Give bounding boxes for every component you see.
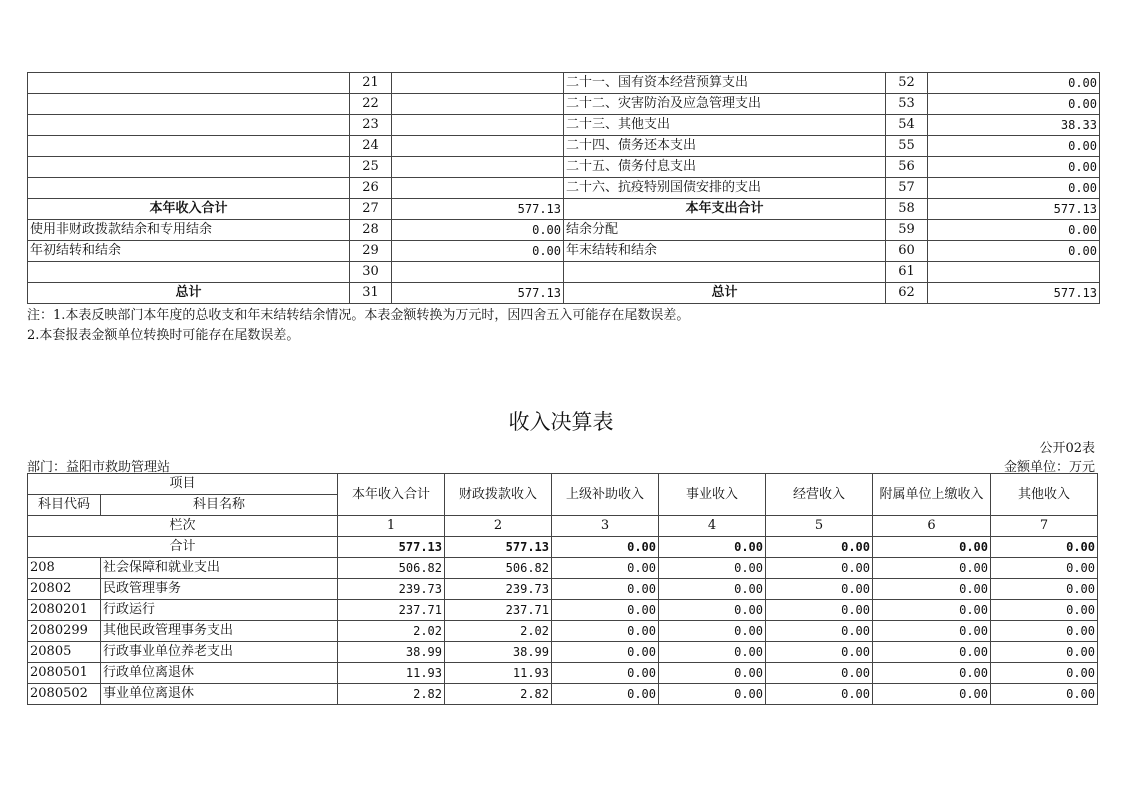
amount-cell: 0.00 [659,600,766,621]
income-line-number: 21 [350,73,392,94]
header-code: 科目代码 [28,495,101,516]
header-col-total: 本年收入合计 [338,474,445,516]
expenditure-line-number: 55 [886,136,928,157]
amount-cell: 0.00 [552,663,659,684]
header-col-fiscal: 财政拨款收入 [445,474,552,516]
amount-cell: 0.00 [873,684,991,705]
amount-cell: 0.00 [873,600,991,621]
income-item-label [28,115,350,136]
income-amount: 0.00 [392,220,564,241]
income-item-label: 使用非财政拨款结余和专用结余 [28,220,350,241]
amount-cell: 0.00 [552,600,659,621]
summary-row [28,262,1100,283]
total-value: 0.00 [659,537,766,558]
expenditure-item-label: 二十一、国有资本经营预算支出 [564,73,886,94]
table-row [28,663,1098,684]
amount-cell: 0.00 [659,684,766,705]
col-number: 1 [338,516,445,537]
table-row [28,684,1098,705]
amount-cell: 237.71 [338,600,445,621]
income-line-number: 27 [350,199,392,220]
amount-cell: 2.02 [445,621,552,642]
income-amount [392,136,564,157]
amount-cell: 2.82 [445,684,552,705]
total-value: 577.13 [445,537,552,558]
income-item-label [28,136,350,157]
summary-table-body [28,73,1100,304]
summary-row [28,220,1100,241]
header-col-operating: 经营收入 [766,474,873,516]
amount-cell: 2.82 [338,684,445,705]
income-item-label: 本年收入合计 [28,199,350,220]
amount-cell: 0.00 [873,579,991,600]
income-amount [392,157,564,178]
total-value: 0.00 [873,537,991,558]
amount-cell: 506.82 [445,558,552,579]
summary-row [28,283,1100,304]
expenditure-amount: 577.13 [928,283,1100,304]
header-col-business: 事业收入 [659,474,766,516]
amount-cell: 0.00 [991,684,1098,705]
expenditure-item-label: 二十二、灾害防治及应急管理支出 [564,94,886,115]
income-amount [392,262,564,283]
amount-cell: 0.00 [659,579,766,600]
amount-cell: 0.00 [766,600,873,621]
col-number: 2 [445,516,552,537]
total-value: 0.00 [552,537,659,558]
subject-name: 事业单位离退休 [101,684,338,705]
col-number: 6 [873,516,991,537]
amount-cell: 0.00 [766,579,873,600]
subject-code: 20802 [28,579,101,600]
expenditure-line-number: 52 [886,73,928,94]
header-col-superior-subsidy: 上级补助收入 [552,474,659,516]
expenditure-line-number: 58 [886,199,928,220]
amount-cell: 0.00 [552,621,659,642]
amount-cell: 239.73 [338,579,445,600]
amount-cell: 239.73 [445,579,552,600]
expenditure-amount: 0.00 [928,73,1100,94]
col-number: 4 [659,516,766,537]
summary-row [28,73,1100,94]
expenditure-line-number: 62 [886,283,928,304]
header-lanci: 栏次 [28,516,338,537]
amount-unit-label: 金额单位：万元 [1003,460,1095,475]
expenditure-item-label: 本年支出合计 [564,199,886,220]
expenditure-amount: 0.00 [928,157,1100,178]
total-value: 0.00 [766,537,873,558]
subject-name: 民政管理事务 [101,579,338,600]
summary-row [28,157,1100,178]
income-table-body [28,558,1098,705]
income-amount [392,94,564,115]
amount-cell: 506.82 [338,558,445,579]
expenditure-amount: 0.00 [928,94,1100,115]
amount-cell: 0.00 [991,663,1098,684]
header-project: 项目 [28,474,338,495]
summary-row [28,178,1100,199]
income-line-number: 28 [350,220,392,241]
expenditure-amount: 0.00 [928,241,1100,262]
expenditure-amount: 38.33 [928,115,1100,136]
table-row [28,621,1098,642]
amount-cell: 0.00 [766,642,873,663]
col-number: 3 [552,516,659,537]
expenditure-line-number: 61 [886,262,928,283]
expenditure-line-number: 60 [886,241,928,262]
subject-code: 2080201 [28,600,101,621]
expenditure-item-label: 年末结转和结余 [564,241,886,262]
amount-cell: 0.00 [991,600,1098,621]
subject-code: 2080299 [28,621,101,642]
header-col-other: 其他收入 [991,474,1098,516]
amount-cell: 0.00 [552,558,659,579]
amount-cell: 38.99 [338,642,445,663]
total-label: 合计 [28,537,338,558]
amount-cell: 0.00 [766,621,873,642]
summary-row [28,199,1100,220]
expenditure-item-label: 二十四、债务还本支出 [564,136,886,157]
expenditure-item-label [564,262,886,283]
income-amount [392,178,564,199]
income-amount [392,115,564,136]
report-title: 收入决算表 [508,410,614,434]
expenditure-amount: 577.13 [928,199,1100,220]
income-line-number: 26 [350,178,392,199]
expenditure-line-number: 56 [886,157,928,178]
table-row [28,642,1098,663]
income-item-label [28,94,350,115]
income-amount: 0.00 [392,241,564,262]
amount-cell: 0.00 [873,558,991,579]
expenditure-amount: 0.00 [928,220,1100,241]
summary-row [28,94,1100,115]
amount-cell: 0.00 [659,663,766,684]
expenditure-item-label: 二十五、债务付息支出 [564,157,886,178]
amount-cell: 0.00 [873,621,991,642]
income-line-number: 22 [350,94,392,115]
amount-cell: 11.93 [338,663,445,684]
expenditure-amount: 0.00 [928,178,1100,199]
header-row-1 [28,474,1098,495]
income-line-number: 29 [350,241,392,262]
amount-cell: 0.00 [991,621,1098,642]
table-row [28,579,1098,600]
subject-code: 2080502 [28,684,101,705]
amount-cell: 2.02 [338,621,445,642]
amount-cell: 0.00 [552,642,659,663]
amount-cell: 38.99 [445,642,552,663]
amount-cell: 0.00 [766,663,873,684]
expenditure-amount: 0.00 [928,136,1100,157]
summary-row [28,115,1100,136]
expenditure-item-label: 二十三、其他支出 [564,115,886,136]
col-number: 7 [991,516,1098,537]
amount-cell: 0.00 [659,642,766,663]
header-col-affiliated: 附属单位上缴收入 [873,474,991,516]
amount-cell: 11.93 [445,663,552,684]
subject-name: 其他民政管理事务支出 [101,621,338,642]
subject-code: 2080501 [28,663,101,684]
amount-cell: 0.00 [552,684,659,705]
amount-cell: 0.00 [991,579,1098,600]
expenditure-item-label: 结余分配 [564,220,886,241]
amount-cell: 0.00 [991,642,1098,663]
expenditure-item-label: 二十六、抗疫特别国债安排的支出 [564,178,886,199]
summary-row [28,241,1100,262]
amount-cell: 0.00 [552,579,659,600]
income-line-number: 24 [350,136,392,157]
subject-code: 208 [28,558,101,579]
income-line-number: 31 [350,283,392,304]
amount-cell: 0.00 [659,558,766,579]
income-item-label [28,157,350,178]
income-amount: 577.13 [392,199,564,220]
income-line-number: 25 [350,157,392,178]
income-line-number: 23 [350,115,392,136]
form-number: 公开02表 [1039,441,1095,456]
income-item-label: 总计 [28,283,350,304]
footnote-1: 注：1.本表反映部门本年度的总收支和年末结转结余情况。本表金额转换为万元时，因四舍五入可能存在尾数误差。 [27,308,690,323]
subject-name: 行政事业单位养老支出 [101,642,338,663]
expenditure-line-number: 54 [886,115,928,136]
header-name: 科目名称 [101,495,338,516]
amount-cell: 0.00 [659,621,766,642]
income-final-accounts-table [27,473,1098,705]
income-item-label [28,178,350,199]
expenditure-item-label: 总计 [564,283,886,304]
income-expenditure-summary-table [27,72,1100,304]
expenditure-line-number: 57 [886,178,928,199]
subject-name: 社会保障和就业支出 [101,558,338,579]
expenditure-line-number: 59 [886,220,928,241]
total-value: 0.00 [991,537,1098,558]
income-item-label [28,262,350,283]
income-amount [392,73,564,94]
table-row [28,558,1098,579]
total-value: 577.13 [338,537,445,558]
income-amount: 577.13 [392,283,564,304]
amount-cell: 0.00 [766,684,873,705]
amount-cell: 237.71 [445,600,552,621]
total-row [28,537,1098,558]
amount-cell: 0.00 [766,558,873,579]
income-line-number: 30 [350,262,392,283]
subject-code: 20805 [28,642,101,663]
income-item-label: 年初结转和结余 [28,241,350,262]
department-label: 部门：益阳市救助管理站 [27,460,171,475]
col-number: 5 [766,516,873,537]
expenditure-line-number: 53 [886,94,928,115]
amount-cell: 0.00 [873,663,991,684]
amount-cell: 0.00 [991,558,1098,579]
summary-row [28,136,1100,157]
income-item-label [28,73,350,94]
expenditure-amount [928,262,1100,283]
footnote-2: 2.本套报表金额单位转换时可能存在尾数误差。 [27,328,300,343]
subject-name: 行政单位离退休 [101,663,338,684]
table-row [28,600,1098,621]
header-row-lanci [28,516,1098,537]
amount-cell: 0.00 [873,642,991,663]
subject-name: 行政运行 [101,600,338,621]
